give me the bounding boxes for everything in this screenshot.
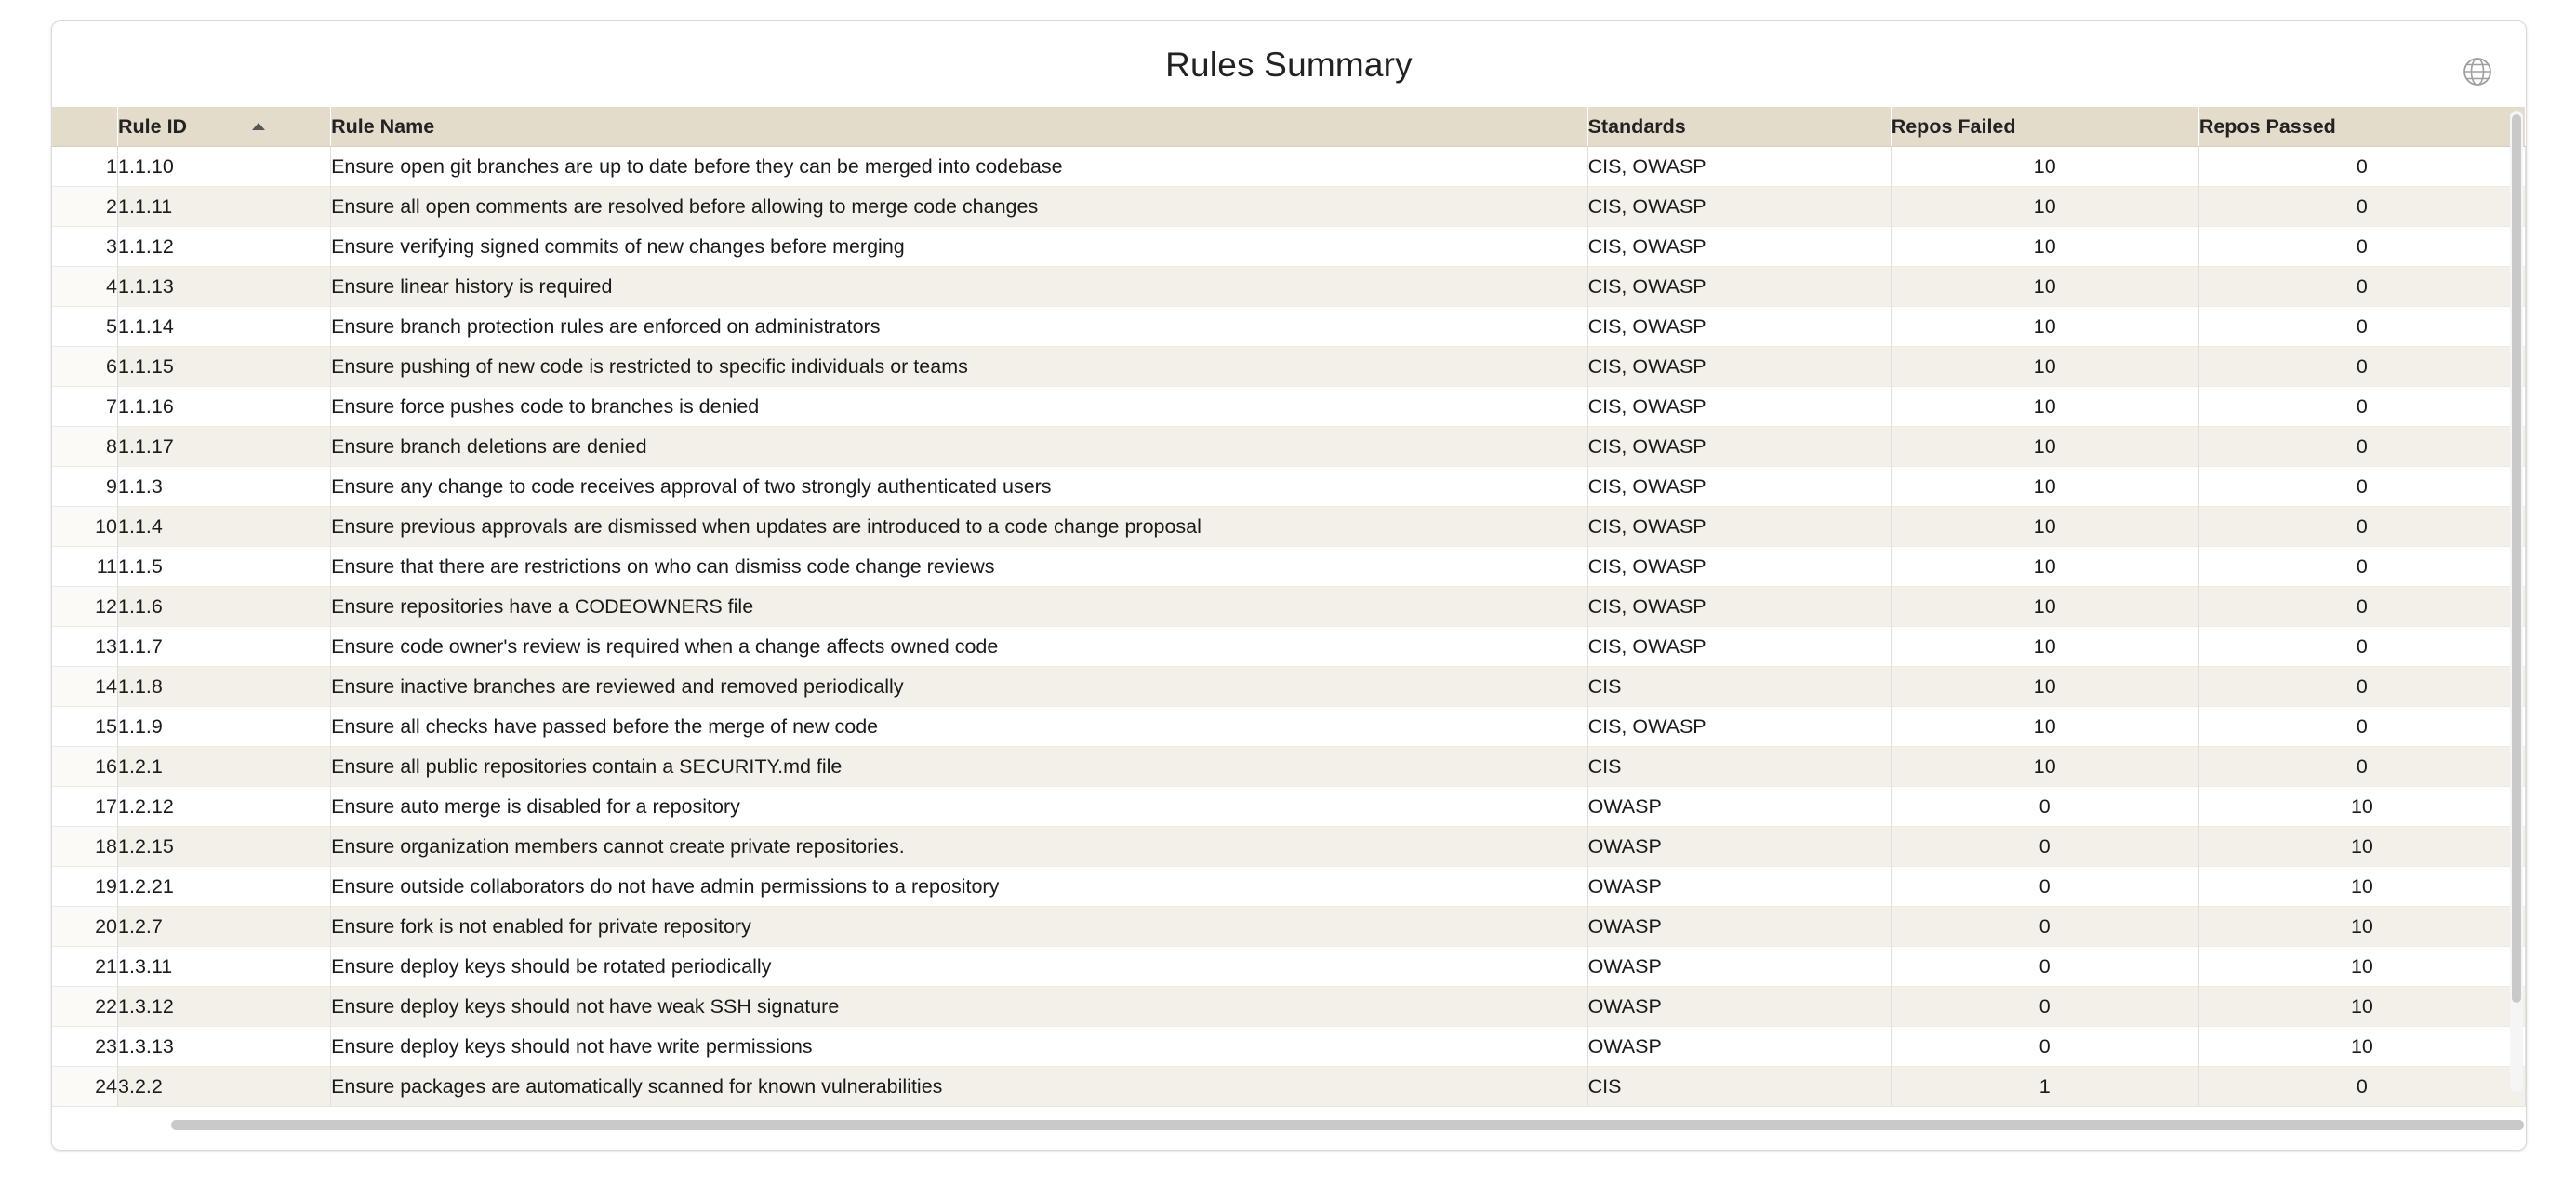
cell-standards: CIS, OWASP — [1587, 507, 1891, 547]
cell-repos-failed: 0 — [1891, 907, 2198, 947]
table-row[interactable] — [52, 867, 2526, 907]
cell-rule-name: Ensure outside collaborators do not have admin permissions to a repository — [331, 867, 1588, 907]
cell-repos-passed: 0 — [2198, 667, 2525, 707]
cell-rule-name: Ensure pushing of new code is restricted to specific individuals or teams — [331, 347, 1588, 387]
cell-rule-name: Ensure repositories have a CODEOWNERS file — [331, 587, 1588, 627]
cell-rule-id: 1.2.7 — [118, 907, 331, 947]
cell-repos-passed: 0 — [2198, 707, 2525, 747]
row-index: 11 — [52, 547, 118, 587]
cell-repos-failed: 10 — [1891, 147, 2198, 187]
cell-rule-name: Ensure deploy keys should not have write permissions — [331, 1027, 1588, 1067]
cell-rule-name: Ensure auto merge is disabled for a repository — [331, 787, 1588, 827]
cell-rule-name: Ensure all checks have passed before the merge of new code — [331, 707, 1588, 747]
cell-standards: CIS, OWASP — [1587, 147, 1891, 187]
scrollbar-corner — [52, 1107, 166, 1148]
cell-rule-name: Ensure branch protection rules are enforced on administrators — [331, 307, 1588, 347]
cell-repos-passed: 10 — [2198, 787, 2525, 827]
cell-rule-id: 1.1.16 — [118, 387, 331, 427]
cell-rule-id: 1.1.15 — [118, 347, 331, 387]
rules-table-container[interactable] — [52, 107, 2526, 1150]
cell-repos-passed: 0 — [2198, 467, 2525, 507]
vertical-scrollbar[interactable] — [2510, 111, 2523, 1092]
cell-rule-id: 1.1.14 — [118, 307, 331, 347]
cell-repos-failed: 10 — [1891, 347, 2198, 387]
row-index: 8 — [52, 427, 118, 467]
cell-repos-failed: 10 — [1891, 227, 2198, 267]
cell-rule-name: Ensure force pushes code to branches is denied — [331, 387, 1588, 427]
table-row[interactable] — [52, 147, 2526, 187]
row-index: 22 — [52, 987, 118, 1027]
cell-repos-failed: 10 — [1891, 307, 2198, 347]
cell-standards: OWASP — [1587, 907, 1891, 947]
cell-repos-failed: 10 — [1891, 547, 2198, 587]
table-row[interactable] — [52, 1027, 2526, 1067]
table-row[interactable] — [52, 307, 2526, 347]
cell-rule-id: 3.2.2 — [118, 1067, 331, 1107]
cell-repos-passed: 0 — [2198, 147, 2525, 187]
cell-rule-name: Ensure deploy keys should not have weak SSH signature — [331, 987, 1588, 1027]
row-index: 19 — [52, 867, 118, 907]
cell-rule-id: 1.2.1 — [118, 747, 331, 787]
row-index: 2 — [52, 187, 118, 227]
cell-repos-failed: 10 — [1891, 467, 2198, 507]
row-index: 7 — [52, 387, 118, 427]
cell-rule-id: 1.3.13 — [118, 1027, 331, 1067]
column-header-standards[interactable]: Standards — [1587, 107, 1891, 147]
table-row[interactable] — [52, 547, 2526, 587]
cell-repos-failed: 10 — [1891, 627, 2198, 667]
row-index: 20 — [52, 907, 118, 947]
cell-repos-failed: 10 — [1891, 587, 2198, 627]
cell-standards: OWASP — [1587, 867, 1891, 907]
row-index: 1 — [52, 147, 118, 187]
vertical-scrollbar-thumb[interactable] — [2512, 114, 2521, 1003]
cell-rule-name: Ensure linear history is required — [331, 267, 1588, 307]
cell-rule-name: Ensure packages are automatically scanned for known vulnerabilities — [331, 1067, 1588, 1107]
cell-repos-failed: 10 — [1891, 387, 2198, 427]
row-index: 15 — [52, 707, 118, 747]
cell-rule-name: Ensure any change to code receives approval of two strongly authenticated users — [331, 467, 1588, 507]
cell-standards: CIS, OWASP — [1587, 707, 1891, 747]
table-row[interactable] — [52, 427, 2526, 467]
cell-repos-passed: 0 — [2198, 747, 2525, 787]
page-title: Rules Summary — [1165, 46, 1413, 84]
cell-rule-name: Ensure deploy keys should be rotated periodically — [331, 947, 1588, 987]
row-index: 16 — [52, 747, 118, 787]
cell-repos-failed: 1 — [1891, 1067, 2198, 1107]
cell-rule-id: 1.2.21 — [118, 867, 331, 907]
cell-repos-failed: 10 — [1891, 267, 2198, 307]
cell-standards: CIS, OWASP — [1587, 387, 1891, 427]
cell-repos-passed: 10 — [2198, 947, 2525, 987]
cell-repos-failed: 10 — [1891, 667, 2198, 707]
cell-standards: CIS, OWASP — [1587, 307, 1891, 347]
cell-rule-name: Ensure fork is not enabled for private repository — [331, 907, 1588, 947]
cell-repos-passed: 0 — [2198, 1067, 2525, 1107]
table-row[interactable] — [52, 947, 2526, 987]
cell-rule-id: 1.1.11 — [118, 187, 331, 227]
cell-repos-passed: 10 — [2198, 827, 2525, 867]
cell-rule-id: 1.1.17 — [118, 427, 331, 467]
cell-repos-passed: 0 — [2198, 427, 2525, 467]
cell-repos-passed: 0 — [2198, 547, 2525, 587]
cell-rule-name: Ensure organization members cannot create private repositories. — [331, 827, 1588, 867]
cell-rule-id: 1.1.3 — [118, 467, 331, 507]
cell-standards: CIS, OWASP — [1587, 347, 1891, 387]
cell-repos-passed: 0 — [2198, 627, 2525, 667]
row-index: 6 — [52, 347, 118, 387]
cell-rule-name: Ensure open git branches are up to date before they can be merged into codebase — [331, 147, 1588, 187]
table-body — [52, 147, 2526, 1147]
cell-repos-failed: 10 — [1891, 507, 2198, 547]
cell-rule-name: Ensure branch deletions are denied — [331, 427, 1588, 467]
cell-rule-name: Ensure inactive branches are reviewed and removed periodically — [331, 667, 1588, 707]
table-row[interactable] — [52, 787, 2526, 827]
cell-rule-id: 1.3.12 — [118, 987, 331, 1027]
cell-standards: CIS, OWASP — [1587, 227, 1891, 267]
column-header-rule-name[interactable]: Rule Name — [331, 107, 1588, 147]
table-row[interactable] — [52, 987, 2526, 1027]
rules-summary-panel — [51, 20, 2527, 1151]
row-index: 18 — [52, 827, 118, 867]
cell-repos-failed: 0 — [1891, 827, 2198, 867]
row-index: 24 — [52, 1067, 118, 1107]
cell-standards: CIS — [1587, 747, 1891, 787]
row-index: 13 — [52, 627, 118, 667]
table-row[interactable] — [52, 627, 2526, 667]
cell-rule-id: 1.1.12 — [118, 227, 331, 267]
cell-repos-passed: 0 — [2198, 347, 2525, 387]
cell-rule-id: 1.1.5 — [118, 547, 331, 587]
cell-standards: CIS, OWASP — [1587, 267, 1891, 307]
cell-rule-id: 1.3.11 — [118, 947, 331, 987]
cell-rule-id: 1.2.12 — [118, 787, 331, 827]
cell-standards: CIS, OWASP — [1587, 587, 1891, 627]
row-index: 23 — [52, 1027, 118, 1067]
cell-standards: CIS — [1587, 1067, 1891, 1107]
table-row[interactable] — [52, 827, 2526, 867]
row-index: 5 — [52, 307, 118, 347]
horizontal-scrollbar[interactable] — [52, 1106, 2526, 1150]
cell-repos-failed: 10 — [1891, 747, 2198, 787]
cell-rule-id: 1.1.4 — [118, 507, 331, 547]
cell-repos-passed: 0 — [2198, 267, 2525, 307]
cell-repos-failed: 0 — [1891, 867, 2198, 907]
row-index: 21 — [52, 947, 118, 987]
cell-rule-id: 1.1.8 — [118, 667, 331, 707]
table-row[interactable] — [52, 467, 2526, 507]
table-row[interactable] — [52, 507, 2526, 547]
cell-repos-passed: 10 — [2198, 907, 2525, 947]
cell-standards: OWASP — [1587, 827, 1891, 867]
cell-repos-failed: 0 — [1891, 787, 2198, 827]
cell-repos-passed: 0 — [2198, 307, 2525, 347]
cell-repos-failed: 10 — [1891, 427, 2198, 467]
column-header-repos-passed[interactable]: Repos Passed — [2198, 107, 2525, 147]
row-index: 9 — [52, 467, 118, 507]
row-index: 17 — [52, 787, 118, 827]
column-header-rule-id[interactable] — [118, 107, 331, 147]
globe-icon[interactable] — [2463, 57, 2492, 87]
table-row[interactable] — [52, 267, 2526, 307]
cell-repos-failed: 10 — [1891, 187, 2198, 227]
cell-rule-name: Ensure verifying signed commits of new changes before merging — [331, 227, 1588, 267]
cell-rule-id: 1.1.9 — [118, 707, 331, 747]
cell-repos-passed: 0 — [2198, 187, 2525, 227]
cell-repos-failed: 0 — [1891, 947, 2198, 987]
cell-repos-failed: 0 — [1891, 987, 2198, 1027]
cell-repos-passed: 0 — [2198, 227, 2525, 267]
cell-standards: CIS, OWASP — [1587, 427, 1891, 467]
cell-rule-name: Ensure previous approvals are dismissed when updates are introduced to a code change proposal — [331, 507, 1588, 547]
cell-repos-passed: 10 — [2198, 1027, 2525, 1067]
cell-repos-failed: 10 — [1891, 707, 2198, 747]
cell-rule-id: 1.1.7 — [118, 627, 331, 667]
cell-repos-failed: 0 — [1891, 1027, 2198, 1067]
column-header-rule-id-label: Rule ID — [118, 114, 188, 138]
table-row[interactable] — [52, 1067, 2526, 1107]
table-row[interactable] — [52, 907, 2526, 947]
cell-rule-id: 1.1.10 — [118, 147, 331, 187]
column-header-repos-failed[interactable]: Repos Failed — [1891, 107, 2198, 147]
cell-rule-name: Ensure all public repositories contain a SECURITY.md file — [331, 747, 1588, 787]
cell-standards: OWASP — [1587, 1027, 1891, 1067]
table-row[interactable] — [52, 667, 2526, 707]
cell-rule-name: Ensure that there are restrictions on who can dismiss code change reviews — [331, 547, 1588, 587]
cell-repos-passed: 0 — [2198, 387, 2525, 427]
panel-header — [52, 21, 2526, 107]
table-row[interactable] — [52, 347, 2526, 387]
cell-standards: CIS, OWASP — [1587, 467, 1891, 507]
table-row[interactable] — [52, 707, 2526, 747]
table-header-row — [52, 107, 2526, 147]
table-row[interactable] — [52, 747, 2526, 787]
cell-repos-passed: 10 — [2198, 987, 2525, 1027]
table-row[interactable] — [52, 387, 2526, 427]
rules-table — [52, 107, 2526, 1147]
table-row[interactable] — [52, 587, 2526, 627]
cell-repos-passed: 10 — [2198, 867, 2525, 907]
horizontal-scrollbar-thumb[interactable] — [171, 1120, 2524, 1130]
cell-rule-id: 1.1.13 — [118, 267, 331, 307]
table-row[interactable] — [52, 227, 2526, 267]
cell-standards: CIS, OWASP — [1587, 627, 1891, 667]
table-row[interactable] — [52, 187, 2526, 227]
cell-repos-passed: 0 — [2198, 587, 2525, 627]
sort-ascending-icon — [252, 123, 265, 130]
cell-standards: CIS, OWASP — [1587, 547, 1891, 587]
column-header-index[interactable] — [52, 107, 118, 147]
cell-standards: CIS, OWASP — [1587, 187, 1891, 227]
cell-standards: OWASP — [1587, 787, 1891, 827]
cell-standards: OWASP — [1587, 947, 1891, 987]
row-index: 3 — [52, 227, 118, 267]
cell-rule-name: Ensure all open comments are resolved before allowing to merge code changes — [331, 187, 1588, 227]
row-index: 4 — [52, 267, 118, 307]
cell-standards: OWASP — [1587, 987, 1891, 1027]
cell-standards: CIS — [1587, 667, 1891, 707]
cell-repos-passed: 0 — [2198, 507, 2525, 547]
row-index: 10 — [52, 507, 118, 547]
cell-rule-id: 1.2.15 — [118, 827, 331, 867]
row-index: 12 — [52, 587, 118, 627]
row-index: 14 — [52, 667, 118, 707]
cell-rule-name: Ensure code owner's review is required when a change affects owned code — [331, 627, 1588, 667]
cell-rule-id: 1.1.6 — [118, 587, 331, 627]
